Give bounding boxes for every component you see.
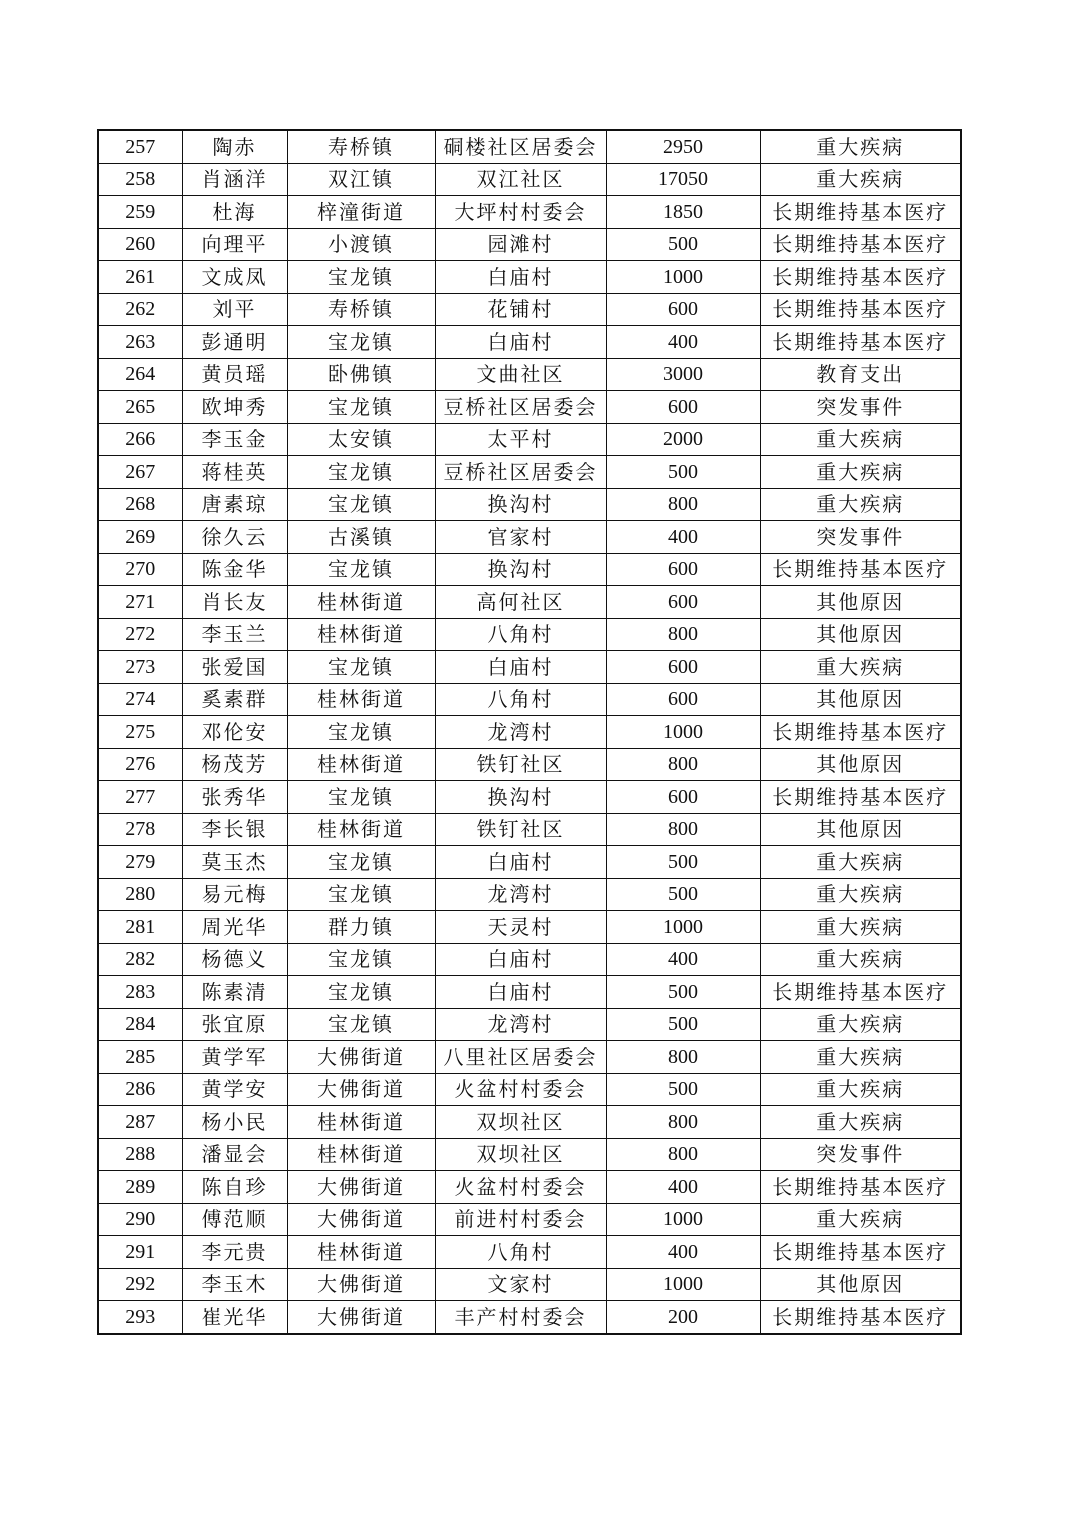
table-row (98, 488, 961, 521)
cell-person-name: 傅范顺 (182, 1203, 287, 1236)
cell-village: 豆桥社区居委会 (435, 456, 606, 489)
cell-person-name: 黄学军 (182, 1041, 287, 1074)
cell-amount: 2950 (606, 130, 760, 163)
cell-village: 大坪村村委会 (435, 196, 606, 229)
cell-serial-number: 281 (98, 911, 182, 944)
cell-reason: 长期维持基本医疗 (760, 1236, 961, 1269)
cell-village: 换沟村 (435, 553, 606, 586)
cell-amount: 500 (606, 976, 760, 1009)
table-row (98, 293, 961, 326)
table-row (98, 683, 961, 716)
cell-village: 火盆村村委会 (435, 1073, 606, 1106)
table-row (98, 1203, 961, 1236)
cell-amount: 600 (606, 683, 760, 716)
cell-person-name: 欧坤秀 (182, 391, 287, 424)
cell-reason: 重大疾病 (760, 456, 961, 489)
cell-serial-number: 275 (98, 716, 182, 749)
cell-reason: 突发事件 (760, 391, 961, 424)
cell-reason: 长期维持基本医疗 (760, 293, 961, 326)
cell-village: 铁钉社区 (435, 748, 606, 781)
cell-village: 白庙村 (435, 326, 606, 359)
cell-person-name: 李长银 (182, 813, 287, 846)
cell-reason: 重大疾病 (760, 846, 961, 879)
cell-serial-number: 285 (98, 1041, 182, 1074)
cell-town: 小渡镇 (287, 228, 435, 261)
cell-reason: 其他原因 (760, 586, 961, 619)
cell-amount: 500 (606, 228, 760, 261)
cell-amount: 500 (606, 878, 760, 911)
cell-amount: 17050 (606, 163, 760, 196)
cell-serial-number: 258 (98, 163, 182, 196)
table-row (98, 391, 961, 424)
table-row (98, 1106, 961, 1139)
table-row (98, 976, 961, 1009)
cell-serial-number: 265 (98, 391, 182, 424)
cell-town: 大佛街道 (287, 1203, 435, 1236)
cell-village: 八里社区居委会 (435, 1041, 606, 1074)
cell-serial-number: 292 (98, 1268, 182, 1301)
cell-village: 白庙村 (435, 976, 606, 1009)
table-row (98, 1041, 961, 1074)
table-row (98, 1268, 961, 1301)
cell-person-name: 李玉木 (182, 1268, 287, 1301)
cell-village: 豆桥社区居委会 (435, 391, 606, 424)
cell-town: 宝龙镇 (287, 976, 435, 1009)
cell-reason: 重大疾病 (760, 943, 961, 976)
cell-amount: 600 (606, 553, 760, 586)
cell-reason: 其他原因 (760, 813, 961, 846)
table-body (98, 130, 961, 1334)
cell-serial-number: 284 (98, 1008, 182, 1041)
cell-reason: 其他原因 (760, 618, 961, 651)
table-row (98, 1301, 961, 1334)
cell-amount: 600 (606, 586, 760, 619)
cell-town: 大佛街道 (287, 1041, 435, 1074)
cell-serial-number: 263 (98, 326, 182, 359)
cell-village: 白庙村 (435, 651, 606, 684)
cell-serial-number: 276 (98, 748, 182, 781)
cell-amount: 1850 (606, 196, 760, 229)
cell-person-name: 杨小民 (182, 1106, 287, 1139)
cell-amount: 500 (606, 1008, 760, 1041)
cell-reason: 教育支出 (760, 358, 961, 391)
cell-amount: 200 (606, 1301, 760, 1334)
cell-amount: 400 (606, 326, 760, 359)
cell-person-name: 潘显会 (182, 1138, 287, 1171)
table-row (98, 163, 961, 196)
cell-amount: 400 (606, 1236, 760, 1269)
cell-town: 宝龙镇 (287, 1008, 435, 1041)
cell-person-name: 杨茂芳 (182, 748, 287, 781)
cell-reason: 重大疾病 (760, 488, 961, 521)
cell-serial-number: 260 (98, 228, 182, 261)
cell-person-name: 易元梅 (182, 878, 287, 911)
cell-reason: 其他原因 (760, 683, 961, 716)
cell-town: 宝龙镇 (287, 943, 435, 976)
cell-amount: 800 (606, 1106, 760, 1139)
cell-village: 白庙村 (435, 261, 606, 294)
cell-town: 宝龙镇 (287, 716, 435, 749)
cell-amount: 600 (606, 781, 760, 814)
cell-amount: 1000 (606, 1268, 760, 1301)
cell-person-name: 肖长友 (182, 586, 287, 619)
cell-town: 宝龙镇 (287, 781, 435, 814)
cell-person-name: 周光华 (182, 911, 287, 944)
cell-reason: 重大疾病 (760, 1073, 961, 1106)
cell-reason: 长期维持基本医疗 (760, 196, 961, 229)
cell-town: 桂林街道 (287, 813, 435, 846)
table-row (98, 1171, 961, 1204)
table-row (98, 326, 961, 359)
cell-serial-number: 273 (98, 651, 182, 684)
cell-town: 桂林街道 (287, 748, 435, 781)
cell-village: 白庙村 (435, 846, 606, 879)
cell-serial-number: 291 (98, 1236, 182, 1269)
cell-amount: 800 (606, 1138, 760, 1171)
cell-reason: 重大疾病 (760, 423, 961, 456)
cell-serial-number: 283 (98, 976, 182, 1009)
cell-reason: 重大疾病 (760, 130, 961, 163)
cell-serial-number: 268 (98, 488, 182, 521)
cell-person-name: 崔光华 (182, 1301, 287, 1334)
cell-amount: 600 (606, 391, 760, 424)
cell-serial-number: 257 (98, 130, 182, 163)
cell-person-name: 向理平 (182, 228, 287, 261)
cell-serial-number: 271 (98, 586, 182, 619)
cell-reason: 重大疾病 (760, 1041, 961, 1074)
cell-serial-number: 269 (98, 521, 182, 554)
cell-amount: 500 (606, 846, 760, 879)
cell-amount: 1000 (606, 261, 760, 294)
cell-town: 宝龙镇 (287, 326, 435, 359)
cell-serial-number: 293 (98, 1301, 182, 1334)
cell-serial-number: 261 (98, 261, 182, 294)
cell-person-name: 杜海 (182, 196, 287, 229)
cell-reason: 长期维持基本医疗 (760, 781, 961, 814)
table-row (98, 130, 961, 163)
cell-amount: 1000 (606, 1203, 760, 1236)
cell-town: 双江镇 (287, 163, 435, 196)
cell-person-name: 张秀华 (182, 781, 287, 814)
cell-town: 宝龙镇 (287, 651, 435, 684)
cell-village: 龙湾村 (435, 878, 606, 911)
cell-reason: 突发事件 (760, 521, 961, 554)
table-row (98, 261, 961, 294)
cell-town: 大佛街道 (287, 1268, 435, 1301)
cell-village: 文曲社区 (435, 358, 606, 391)
table-row (98, 1236, 961, 1269)
cell-town: 太安镇 (287, 423, 435, 456)
cell-village: 火盆村村委会 (435, 1171, 606, 1204)
cell-reason: 长期维持基本医疗 (760, 1301, 961, 1334)
cell-town: 大佛街道 (287, 1171, 435, 1204)
cell-village: 铁钉社区 (435, 813, 606, 846)
cell-serial-number: 289 (98, 1171, 182, 1204)
table-row (98, 911, 961, 944)
cell-person-name: 李玉金 (182, 423, 287, 456)
table-row (98, 878, 961, 911)
records-table (97, 129, 962, 1335)
cell-person-name: 李元贵 (182, 1236, 287, 1269)
cell-reason: 长期维持基本医疗 (760, 976, 961, 1009)
cell-serial-number: 274 (98, 683, 182, 716)
cell-person-name: 陈素清 (182, 976, 287, 1009)
cell-town: 卧佛镇 (287, 358, 435, 391)
table-row (98, 1138, 961, 1171)
cell-amount: 400 (606, 1171, 760, 1204)
cell-reason: 长期维持基本医疗 (760, 228, 961, 261)
table-row (98, 846, 961, 879)
cell-town: 宝龙镇 (287, 846, 435, 879)
cell-reason: 重大疾病 (760, 163, 961, 196)
cell-serial-number: 280 (98, 878, 182, 911)
cell-amount: 800 (606, 618, 760, 651)
cell-town: 宝龙镇 (287, 553, 435, 586)
cell-village: 园滩村 (435, 228, 606, 261)
cell-town: 桂林街道 (287, 1236, 435, 1269)
cell-village: 八角村 (435, 683, 606, 716)
cell-village: 文家村 (435, 1268, 606, 1301)
cell-amount: 600 (606, 293, 760, 326)
cell-person-name: 黄学安 (182, 1073, 287, 1106)
table-row (98, 586, 961, 619)
cell-town: 桂林街道 (287, 586, 435, 619)
cell-person-name: 李玉兰 (182, 618, 287, 651)
cell-serial-number: 266 (98, 423, 182, 456)
cell-town: 宝龙镇 (287, 878, 435, 911)
cell-serial-number: 270 (98, 553, 182, 586)
cell-amount: 400 (606, 943, 760, 976)
cell-town: 古溪镇 (287, 521, 435, 554)
cell-amount: 500 (606, 456, 760, 489)
cell-amount: 800 (606, 813, 760, 846)
cell-town: 寿桥镇 (287, 130, 435, 163)
cell-town: 桂林街道 (287, 1106, 435, 1139)
cell-reason: 突发事件 (760, 1138, 961, 1171)
cell-village: 龙湾村 (435, 1008, 606, 1041)
cell-amount: 800 (606, 1041, 760, 1074)
cell-serial-number: 287 (98, 1106, 182, 1139)
cell-serial-number: 262 (98, 293, 182, 326)
cell-person-name: 彭通明 (182, 326, 287, 359)
cell-person-name: 邓伦安 (182, 716, 287, 749)
cell-village: 双坝社区 (435, 1138, 606, 1171)
cell-serial-number: 290 (98, 1203, 182, 1236)
cell-person-name: 文成凤 (182, 261, 287, 294)
table-row (98, 813, 961, 846)
cell-serial-number: 277 (98, 781, 182, 814)
cell-person-name: 徐久云 (182, 521, 287, 554)
table-row (98, 748, 961, 781)
table-row (98, 781, 961, 814)
cell-amount: 500 (606, 1073, 760, 1106)
table-row (98, 1008, 961, 1041)
cell-amount: 600 (606, 651, 760, 684)
cell-person-name: 张爱国 (182, 651, 287, 684)
cell-village: 龙湾村 (435, 716, 606, 749)
table-row (98, 553, 961, 586)
table-row (98, 943, 961, 976)
cell-reason: 重大疾病 (760, 1008, 961, 1041)
cell-amount: 800 (606, 488, 760, 521)
cell-village: 花铺村 (435, 293, 606, 326)
cell-serial-number: 286 (98, 1073, 182, 1106)
cell-person-name: 唐素琼 (182, 488, 287, 521)
table-row (98, 196, 961, 229)
cell-serial-number: 278 (98, 813, 182, 846)
cell-amount: 1000 (606, 716, 760, 749)
cell-amount: 3000 (606, 358, 760, 391)
table-row (98, 358, 961, 391)
cell-reason: 长期维持基本医疗 (760, 326, 961, 359)
cell-town: 大佛街道 (287, 1073, 435, 1106)
cell-town: 梓潼街道 (287, 196, 435, 229)
cell-serial-number: 272 (98, 618, 182, 651)
cell-reason: 长期维持基本医疗 (760, 1171, 961, 1204)
cell-reason: 重大疾病 (760, 1203, 961, 1236)
cell-village: 官家村 (435, 521, 606, 554)
cell-town: 桂林街道 (287, 683, 435, 716)
cell-village: 天灵村 (435, 911, 606, 944)
cell-village: 换沟村 (435, 781, 606, 814)
cell-person-name: 陈自珍 (182, 1171, 287, 1204)
cell-town: 桂林街道 (287, 618, 435, 651)
cell-reason: 长期维持基本医疗 (760, 261, 961, 294)
cell-amount: 2000 (606, 423, 760, 456)
cell-town: 群力镇 (287, 911, 435, 944)
cell-person-name: 陈金华 (182, 553, 287, 586)
cell-serial-number: 267 (98, 456, 182, 489)
cell-reason: 长期维持基本医疗 (760, 553, 961, 586)
cell-person-name: 杨德义 (182, 943, 287, 976)
cell-village: 八角村 (435, 1236, 606, 1269)
cell-serial-number: 264 (98, 358, 182, 391)
cell-village: 硐楼社区居委会 (435, 130, 606, 163)
cell-reason: 长期维持基本医疗 (760, 716, 961, 749)
cell-person-name: 奚素群 (182, 683, 287, 716)
cell-town: 寿桥镇 (287, 293, 435, 326)
cell-town: 宝龙镇 (287, 456, 435, 489)
cell-reason: 其他原因 (760, 1268, 961, 1301)
cell-reason: 重大疾病 (760, 651, 961, 684)
cell-village: 八角村 (435, 618, 606, 651)
cell-town: 大佛街道 (287, 1301, 435, 1334)
cell-person-name: 肖涵洋 (182, 163, 287, 196)
cell-village: 太平村 (435, 423, 606, 456)
cell-village: 高何社区 (435, 586, 606, 619)
cell-person-name: 黄员瑶 (182, 358, 287, 391)
cell-village: 前进村村委会 (435, 1203, 606, 1236)
cell-town: 宝龙镇 (287, 391, 435, 424)
table-row (98, 228, 961, 261)
cell-village: 双江社区 (435, 163, 606, 196)
cell-amount: 400 (606, 521, 760, 554)
cell-serial-number: 288 (98, 1138, 182, 1171)
cell-village: 换沟村 (435, 488, 606, 521)
table-row (98, 618, 961, 651)
cell-person-name: 刘平 (182, 293, 287, 326)
cell-reason: 其他原因 (760, 748, 961, 781)
table-row (98, 651, 961, 684)
table-row (98, 423, 961, 456)
cell-village: 丰产村村委会 (435, 1301, 606, 1334)
cell-person-name: 陶赤 (182, 130, 287, 163)
table-row (98, 521, 961, 554)
cell-reason: 重大疾病 (760, 878, 961, 911)
cell-town: 宝龙镇 (287, 488, 435, 521)
cell-amount: 800 (606, 748, 760, 781)
table-row (98, 456, 961, 489)
cell-person-name: 蒋桂英 (182, 456, 287, 489)
cell-town: 桂林街道 (287, 1138, 435, 1171)
cell-village: 双坝社区 (435, 1106, 606, 1139)
cell-reason: 重大疾病 (760, 911, 961, 944)
table-row (98, 716, 961, 749)
cell-village: 白庙村 (435, 943, 606, 976)
cell-town: 宝龙镇 (287, 261, 435, 294)
table-row (98, 1073, 961, 1106)
cell-reason: 重大疾病 (760, 1106, 961, 1139)
cell-person-name: 张宜原 (182, 1008, 287, 1041)
cell-serial-number: 279 (98, 846, 182, 879)
cell-serial-number: 259 (98, 196, 182, 229)
cell-person-name: 莫玉杰 (182, 846, 287, 879)
cell-amount: 1000 (606, 911, 760, 944)
cell-serial-number: 282 (98, 943, 182, 976)
